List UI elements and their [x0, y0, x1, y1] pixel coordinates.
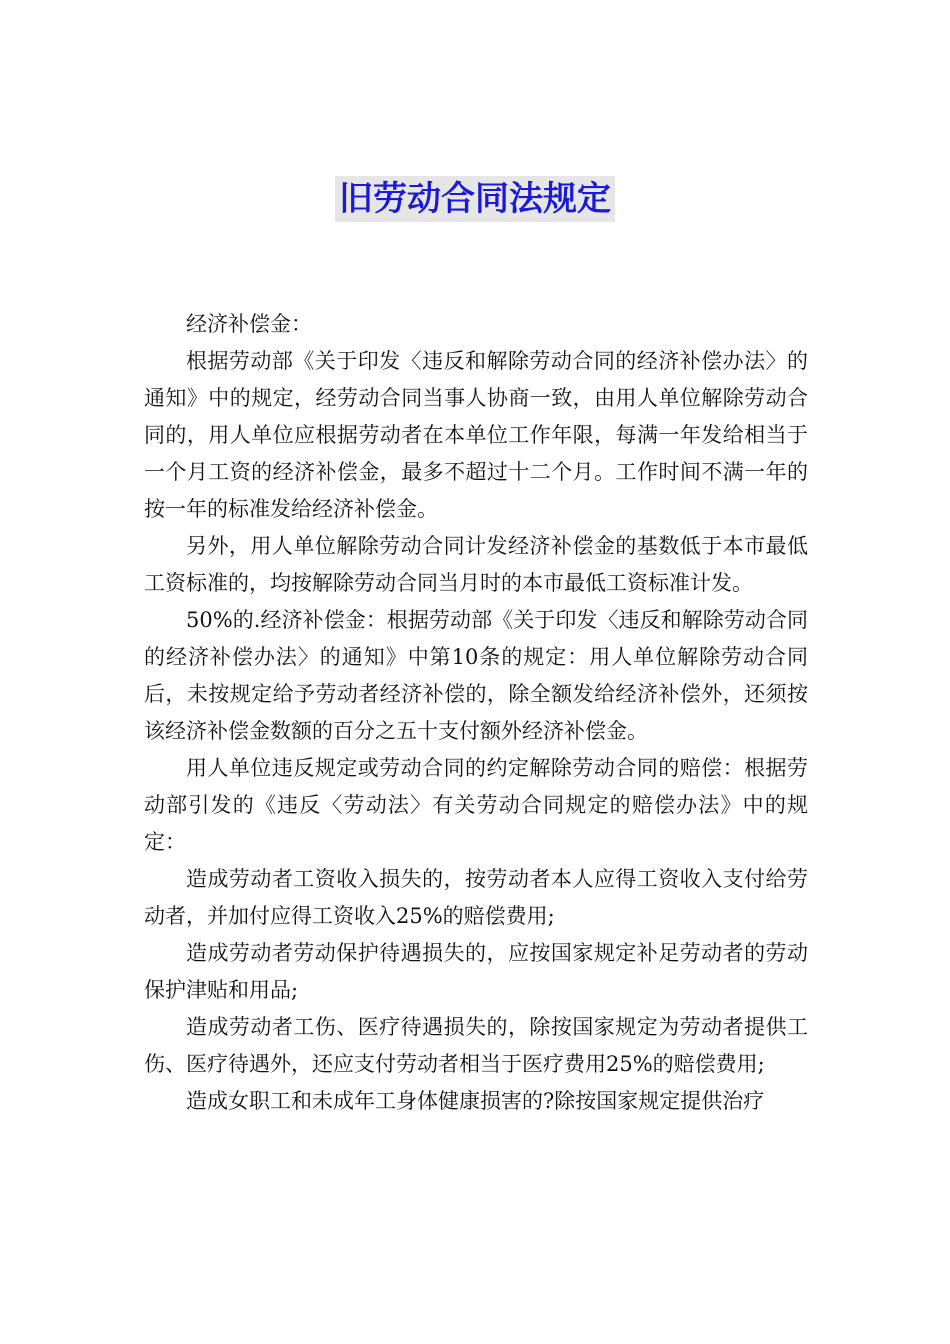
document-title: 旧劳动合同法规定	[335, 176, 615, 222]
paragraph-violation-compensation: 用人单位违反规定或劳动合同的约定解除劳动合同的赔偿：根据劳动部引发的《违反〈劳动法〉有关劳动合同规定的赔偿办法》中的规定：	[144, 756, 808, 854]
paragraph-compensation-heading: 经济补偿金：	[186, 312, 312, 336]
paragraph-injury-loss: 造成劳动者工伤、医疗待遇损失的，除按国家规定为劳动者提供工伤、医疗待遇外，还应支付劳动者相当于医疗费用25%的赔偿费用;	[144, 1015, 808, 1076]
paragraph-female-minor-health: 造成女职工和未成年工身体健康损害的?除按国家规定提供治疗	[186, 1089, 765, 1113]
paragraph-compensation-rule: 根据劳动部《关于印发〈违反和解除劳动合同的经济补偿办法〉的通知》中的规定，经劳动合同当事人协商一致，由用人单位解除劳动合同的，用人单位应根据劳动者在本单位工作年限，每满一年发给相当于一个月工资的经济补偿金，最多不超过十二个月。工作时间不满一年的按一年的标准发给经济补偿金。	[144, 349, 808, 521]
document-body	[144, 306, 808, 1120]
title-wrapper	[0, 176, 950, 222]
paragraph-wage-loss: 造成劳动者工资收入损失的，按劳动者本人应得工资收入支付给劳动者，并加付应得工资收入25%的赔偿费用;	[144, 867, 808, 928]
paragraph-protection-loss: 造成劳动者劳动保护待遇损失的，应按国家规定补足劳动者的劳动保护津贴和用品;	[144, 941, 808, 1002]
paragraph-minimum-wage: 另外，用人单位解除劳动合同计发经济补偿金的基数低于本市最低工资标准的，均按解除劳动合同当月时的本市最低工资标准计发。	[144, 534, 808, 595]
paragraph-extra-compensation: 50%的.经济补偿金：根据劳动部《关于印发〈违反和解除劳动合同的经济补偿办法〉的通知》中第10条的规定：用人单位解除劳动合同后，未按规定给予劳动者经济补偿的，除全额发给经济补偿外，还须按该经济补偿金数额的百分之五十支付额外经济补偿金。	[144, 608, 808, 743]
